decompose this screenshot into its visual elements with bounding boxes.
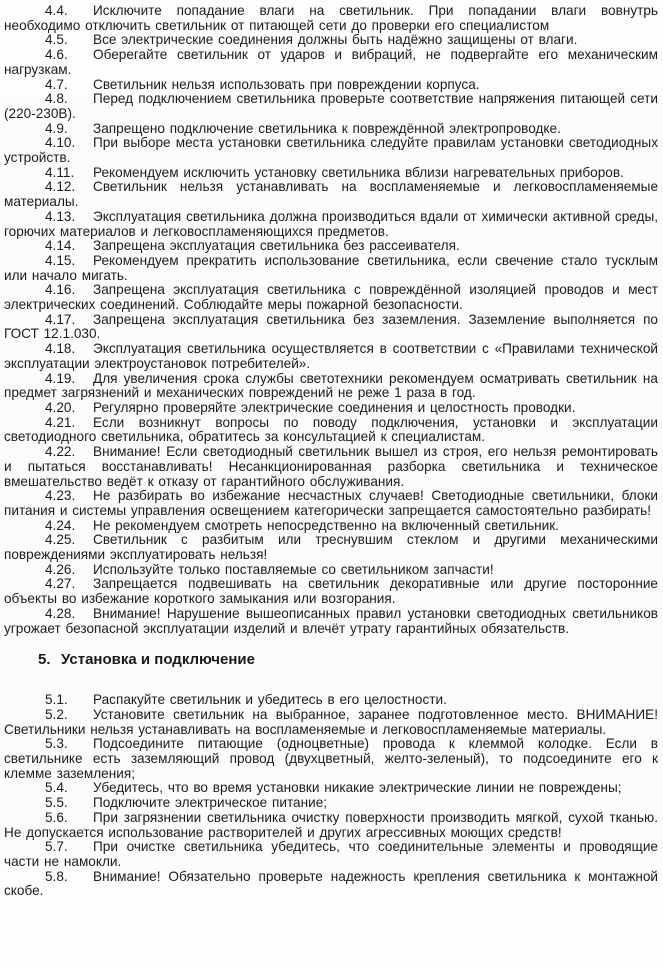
item-4-21 [4, 416, 658, 445]
item-4-11 [4, 166, 658, 181]
item-text: При очистке светильника убедитесь, что соединительные элементы и проводящие части не намокли. [4, 839, 658, 869]
item-5-1 [4, 693, 658, 708]
item-number: 4.16. [45, 282, 76, 298]
item-number: 4.7. [45, 76, 68, 92]
item-5-4 [4, 781, 658, 796]
item-4-25 [4, 533, 658, 562]
item-4-6 [4, 48, 658, 77]
item-text: Рекомендуем прекратить использование светильника, если свечение стало тусклым или начало мигать. [4, 252, 658, 283]
item-number: 5.2. [45, 706, 68, 722]
item-4-23 [4, 489, 658, 518]
item-4-20 [4, 401, 658, 416]
item-5-6 [4, 811, 658, 840]
item-text: Подключите электрическое питание; [93, 795, 328, 811]
item-text: Запрещена эксплуатация светильника без рассеивателя. [93, 238, 460, 254]
item-text: Для увеличения срока службы светотехники рекомендуем осматривать светильник на предмет загрязнений и механических повреждений не реже 1 раза в год. [4, 370, 658, 401]
item-text: Все электрические соединения должны быть надёжно защищены от влаги. [93, 32, 578, 48]
item-number: 4.23. [45, 488, 76, 504]
item-number: 4.19. [45, 370, 76, 386]
item-number: 5.5. [45, 795, 68, 811]
item-text: Распакуйте светильник и убедитесь в его целостности. [93, 692, 447, 708]
item-text: Не рекомендуем смотреть непосредственно на включенный светильник. [93, 517, 559, 533]
item-4-24 [4, 519, 658, 534]
item-text: Оберегайте светильник от ударов и вибраций, не подвергайте его механическим нагрузкам. [4, 47, 658, 77]
item-number: 4.8. [45, 91, 68, 107]
item-number: 4.14. [45, 238, 76, 254]
item-text: Эксплуатация светильника осуществляется в соответствии с «Правилами технической эксплуатации электроустановок потребителей». [4, 341, 658, 371]
section-4-safety-rules [4, 4, 658, 636]
item-text: Эксплуатация светильника должна производиться вдали от химически активной среды, горючих материалов и легковоспламеняющихся предметов. [4, 208, 658, 239]
item-text: Внимание! Если светодиодный светильник вышел из строя, его нельзя ремонтировать и пытаться восстанавливать! Несанкционированная разборка светильника и техническое вмешательство ведёт к отказу от гарантийного обслуживания. [4, 444, 658, 489]
item-number: 4.28. [45, 605, 76, 621]
item-text: Исключите попадание влаги на светильник. При попадании влаги вовнутрь необходимо отключить светильник от питающей сети до проверки его специалистом [4, 3, 658, 33]
item-text: Рекомендуем исключить установку светильника вблизи нагревательных приборов. [93, 164, 624, 180]
item-4-27 [4, 577, 658, 606]
item-number: 4.20. [45, 399, 76, 415]
item-number: 5.4. [45, 780, 68, 796]
item-number: 5.1. [45, 692, 68, 708]
item-number: 4.5. [45, 32, 68, 48]
item-number: 4.10. [45, 135, 76, 151]
item-number: 4.12. [45, 179, 76, 195]
item-text: Перед подключением светильника проверьте соответствие напряжения питающей сети (220-230В). [4, 91, 658, 121]
item-text: Внимание! Нарушение вышеописанных правил установки светодиодных светильников угрожает безопасной эксплуатации изделий и влечёт утрату гарантийных обязательств. [4, 605, 658, 636]
item-text: Установите светильник на выбранное, заранее подготовленное место. ВНИМАНИЕ! Светильники нельзя устанавливать на воспламеняемые и легковоспламеняемые материалы. [4, 706, 658, 737]
item-4-5 [4, 33, 658, 48]
item-number: 4.11. [45, 164, 75, 180]
item-text: При выборе места установки светильника следуйте правилам установки светодиодных устройств. [4, 135, 658, 166]
item-4-18 [4, 342, 658, 371]
item-number: 5.7. [45, 839, 68, 855]
item-number: 4.26. [45, 561, 76, 577]
item-4-15 [4, 254, 658, 283]
item-4-4 [4, 4, 658, 33]
item-5-8 [4, 870, 658, 899]
item-number: 4.15. [45, 252, 76, 268]
item-4-19 [4, 372, 658, 401]
section-number: 5. [38, 651, 51, 669]
item-text: Светильник нельзя использовать при повреждении корпуса. [93, 76, 480, 92]
item-number: 5.8. [45, 868, 68, 884]
item-number: 4.4. [45, 3, 68, 18]
section-5-heading [38, 651, 658, 669]
item-5-2 [4, 708, 658, 737]
item-text: Внимание! Обязательно проверьте надежность крепления светильника к монтажной скобе. [4, 868, 658, 899]
item-number: 4.9. [45, 120, 68, 136]
item-4-13 [4, 210, 658, 239]
item-number: 5.3. [45, 736, 68, 752]
item-text: Светильник нельзя устанавливать на воспламеняемые и легковоспламеняемые материалы. [4, 179, 658, 210]
item-number: 4.27. [45, 576, 76, 592]
item-number: 5.6. [45, 809, 68, 825]
item-5-5 [4, 796, 658, 811]
item-4-8 [4, 92, 658, 121]
section-title: Установка и подключение [61, 651, 255, 669]
item-number: 4.18. [45, 341, 76, 357]
item-4-28 [4, 607, 658, 636]
item-text: Запрещено подключение светильника к повреждённой электропроводке. [93, 120, 561, 136]
item-4-16 [4, 283, 658, 312]
item-number: 4.13. [45, 208, 76, 224]
item-4-26 [4, 563, 658, 578]
item-5-7 [4, 840, 658, 869]
item-text: Подсоедините питающие (одноцветные) провода к клеммой колодке. Если в светильнике есть заземляющий провод (двухцветный, желто-зеленый), то подсоедините его к клемме заземления; [4, 736, 658, 781]
item-4-14 [4, 239, 658, 254]
item-number: 4.24. [45, 517, 76, 533]
item-number: 4.21. [45, 414, 76, 430]
item-text: Запрещена эксплуатация светильника с повреждённой изоляцией проводов и мест электрических соединений. Соблюдайте меры пожарной безопасности. [4, 282, 658, 313]
item-4-12 [4, 180, 658, 209]
item-text: Используйте только поставляемые со светильником запчасти! [93, 561, 494, 577]
item-text: При загрязнении светильника очистку поверхности производить мягкой, сухой тканью. Не допускается использование растворителей и других агрессивных моющих средств! [4, 809, 658, 840]
item-4-10 [4, 136, 658, 165]
item-text: Не разбирать во избежание несчастных случаев! Светодиодные светильники, блоки питания и системы управления освещением категорически запрещается самостоятельно разбирать! [4, 488, 658, 518]
item-4-7 [4, 78, 658, 93]
item-number: 4.6. [45, 47, 68, 63]
item-text: Запрещена эксплуатация светильника без заземления. Заземление выполняется по ГОСТ 12.1.030. [4, 311, 658, 342]
item-text: Если возникнут вопросы по поводу подключения, установки и эксплуатации светодиодного светильника, обратитесь за консультацией к специалистам. [4, 414, 658, 445]
item-4-9 [4, 122, 658, 137]
item-number: 4.22. [45, 444, 76, 460]
item-text: Запрещается подвешивать на светильник декоративные или другие посторонние объекты во избежание короткого замыкания или возгорания. [4, 576, 658, 607]
item-number: 4.17. [45, 311, 76, 327]
item-text: Светильник с разбитым или треснувшим стеклом и другими механическими повреждениями эксплуатировать нельзя! [4, 532, 658, 563]
item-text: Убедитесь, что во время установки никакие электрические линии не повреждены; [93, 780, 622, 796]
item-text: Регулярно проверяйте электрические соединения и целостность проводки. [93, 399, 576, 415]
item-4-22 [4, 445, 658, 489]
item-5-3 [4, 737, 658, 781]
section-5-installation [4, 693, 658, 899]
item-number: 4.25. [45, 532, 76, 548]
item-4-17 [4, 313, 658, 342]
